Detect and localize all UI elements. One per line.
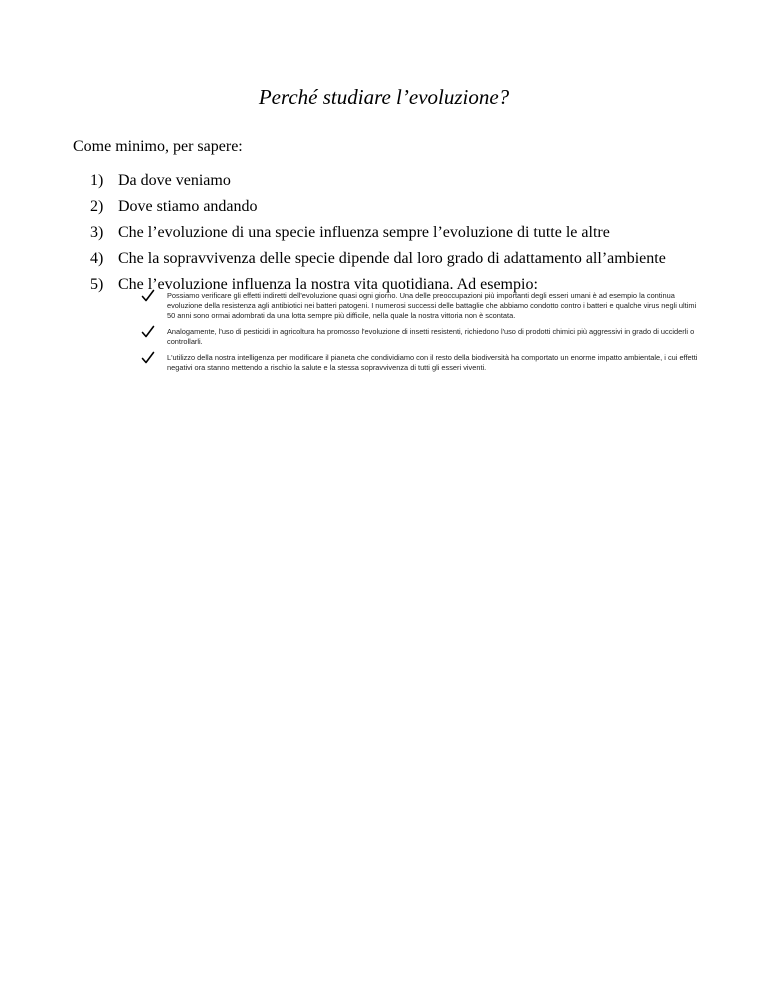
- example-text: Possiamo verificare gli effetti indiretti dell'evoluzione quasi ogni giorno. Una delle preoccupazioni più importanti degli esseri umani è ad esempio la continua evoluzione della resistenza agli antibiotici nei batteri patogeni. I numerosi successi delle battaglie che abbiamo condotto contro i batteri e qualche virus negli ultimi 50 anni sono ormai adombrati da una lotta sempre più difficile, nella quale la nostra vittoria non è scontata.: [167, 291, 697, 320]
- page-title: Perché studiare l’evoluzione?: [258, 85, 510, 109]
- list-item-text: Che l’evoluzione influenza la nostra vita quotidiana. Ad esempio:: [118, 276, 538, 293]
- list-item: [90, 223, 740, 249]
- checkmark-icon: [141, 351, 155, 365]
- example-list: [141, 291, 701, 379]
- list-item-text: Da dove veniamo: [118, 172, 231, 189]
- checkmark-icon: [141, 325, 155, 339]
- example-item: [141, 353, 701, 373]
- example-item: [141, 291, 701, 321]
- list-number: 2): [90, 198, 104, 215]
- list-item-text: Che l’evoluzione di una specie influenza sempre l’evoluzione di tutte le altre: [118, 224, 610, 241]
- list-item: [90, 249, 740, 275]
- list-item-text: Dove stiamo andando: [118, 198, 258, 215]
- list-item: [90, 171, 740, 197]
- numbered-list: [90, 171, 740, 301]
- example-text: Analogamente, l'uso di pesticidi in agricoltura ha promosso l'evoluzione di insetti resistenti, richiedono l'uso di prodotti chimici più aggressivi in grado di ucciderli o controllarli.: [167, 327, 695, 346]
- list-number: 3): [90, 224, 104, 241]
- checkmark-icon: [141, 289, 155, 303]
- list-item: [90, 197, 740, 223]
- intro-text: Come minimo, per sapere:: [73, 138, 243, 155]
- list-number: 4): [90, 250, 104, 267]
- list-item-text: Che la sopravvivenza delle specie dipende dal loro grado di adattamento all’ambiente: [118, 250, 666, 267]
- list-number: 5): [90, 276, 104, 293]
- list-number: 1): [90, 172, 104, 189]
- example-item: [141, 327, 701, 347]
- example-text: L'utilizzo della nostra intelligenza per modificare il pianeta che condividiamo con il resto della biodiversità ha comportato un enorme impatto ambientale, i cui effetti negativi ora stanno mettendo a rischio la salute e la stessa sopravvivenza di tutti gli esseri viventi.: [167, 353, 698, 372]
